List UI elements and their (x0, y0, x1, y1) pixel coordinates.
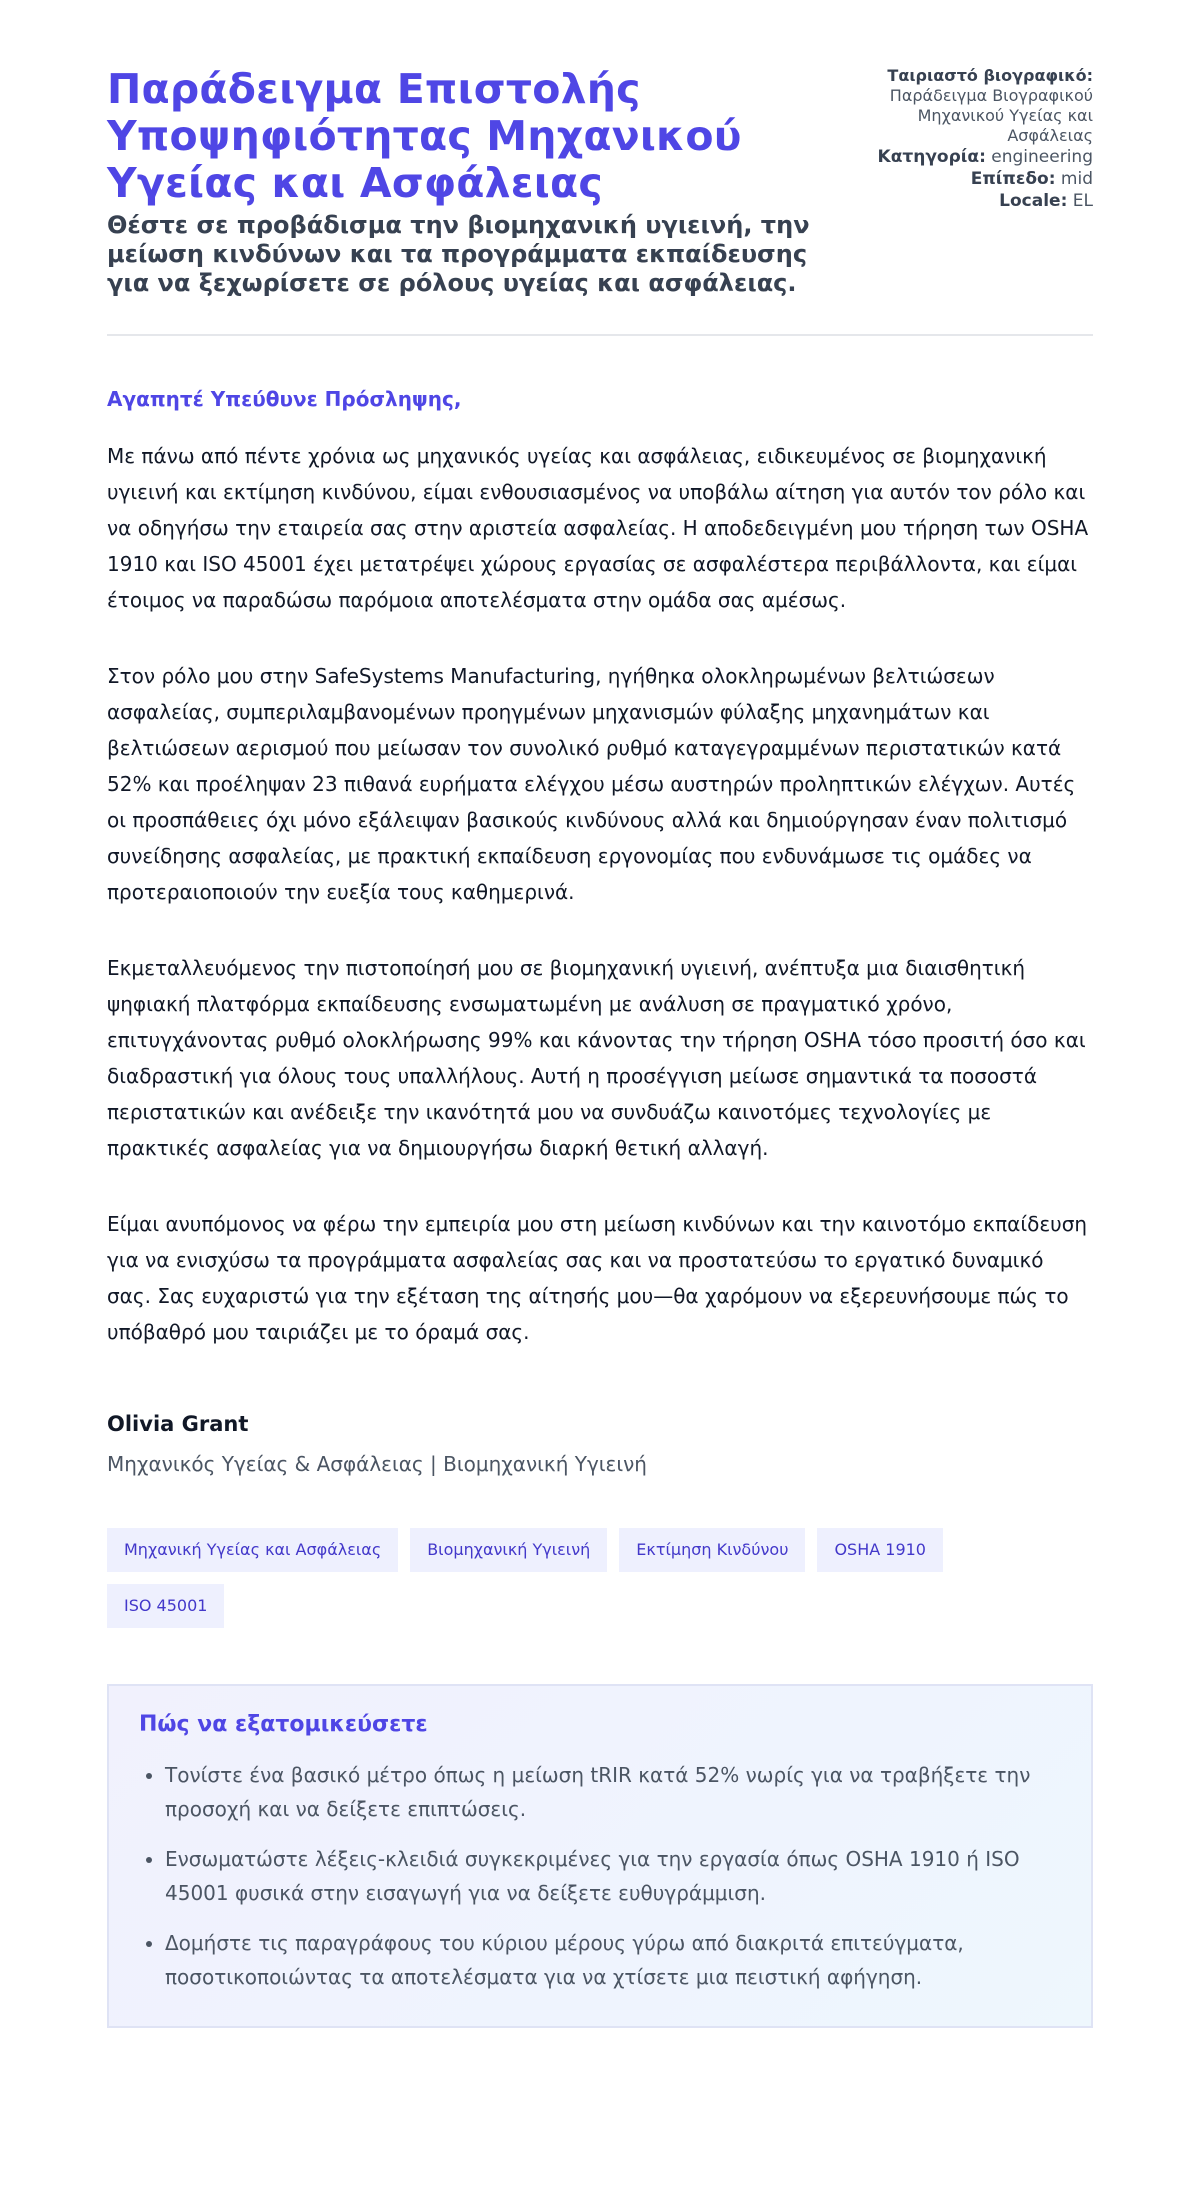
category-line (853, 146, 1093, 168)
signature-name: Olivia Grant (107, 1412, 249, 1436)
keyword-tag: ISO 45001 (107, 1584, 224, 1628)
level-value: mid (1060, 169, 1093, 189)
letter-paragraph-2: Στον ρόλο μου στην SafeSystems Manufacturing, ηγήθηκα ολοκληρωμένων βελτιώσεων ασφαλείας, συμπεριλαμβανομένων προηγμένων μηχανισμών φύλαξης μηχανημάτων και βελτιώσεων αερισμού που μείωσαν τον συνολικό ρυθμό καταγεγραμμένων περιστατικών κατά 52% και προέληψαν 23 πιθανά ευρήματα ελέγχου μέσω αυστηρών προληπτικών ελέγχων. Αυτές οι προσπάθειες όχι μόνο εξάλειψαν βασικούς κινδύνους αλλά και δημιούργησαν έναν πολιτισμό συνείδησης ασφαλείας, με πρακτική εκπαίδευση εργονομίας που ενδυνάμωσε τις ομάδες να προτεραιοποιούν την ευεξία τους καθημερινά. (107, 664, 1076, 904)
locale-value: EL (1072, 191, 1093, 211)
tips-list-item: • Τονίστε ένα βασικό μέτρο όπως η μείωση tRIR κατά 52% νωρίς για να τραβήξετε την προσοχή και να δείξετε επιπτώσεις. (165, 1758, 1061, 1826)
keyword-tag: Εκτίμηση Κινδύνου (619, 1528, 805, 1572)
keyword-tag: OSHA 1910 (817, 1528, 943, 1572)
locale-label: Locale: (999, 191, 1068, 211)
meta-panel (853, 66, 1093, 212)
letter-paragraph-4: Είμαι ανυπόμονος να φέρω την εμπειρία μου στη μείωση κινδύνων και την καινοτόμο εκπαίδευση για να ενισχύσω τα προγράμματα ασφαλείας σας και να προστατεύσω το εργατικό δυναμικό σας. Σας ευχαριστώ για την εξέταση της αίτησής μου—θα χαρόμουν να εξερευνήσουμε πώς το υπόβαθρό μου ταιριάζει με το όραμά σας. (107, 1212, 1088, 1344)
tips-list-item: • Δομήστε τις παραγράφους του κύριου μέρους γύρω από διακριτά επιτεύγματα, ποσοτικοποιώντας τα αποτελέσματα για να χτίσετε μια πειστική αφήγηση. (165, 1926, 1061, 1994)
page-subtitle: Θέστε σε προβάδισμα την βιομηχανική υγιεινή, την μείωση κινδύνων και τα προγράμματα εκπαίδευσης για να ξεχωρίσετε σε ρόλους υγείας και ασφάλειας. (107, 211, 810, 297)
letter-paragraph-1: Με πάνω από πέντε χρόνια ως μηχανικός υγείας και ασφάλειας, ειδικευμένος σε βιομηχανική υγιεινή και εκτίμηση κινδύνου, είμαι ενθουσιασμένος να υποβάλω αίτηση για αυτόν τον ρόλο και να οδηγήσω την εταιρεία σας στην αριστεία ασφαλείας. Η αποδεδειγμένη μου τήρηση των OSHA 1910 και ISO 45001 έχει μετατρέψει χώρους εργασίας σε ασφαλέστερα περιβάλλοντα, και είμαι έτοιμος να παραδώσω παρόμοια αποτελέσματα στην ομάδα σας αμέσως. (107, 444, 1089, 612)
keyword-tag: Μηχανική Υγείας και Ασφάλειας (107, 1528, 398, 1572)
page-title: Παράδειγμα Επιστολής Υποψηφιότητας Μηχανικού Υγείας και Ασφάλειας (107, 65, 742, 207)
page-header (107, 0, 1093, 336)
header-titles (107, 66, 827, 298)
customization-tips-box (107, 1684, 1093, 2028)
resume-link[interactable]: Παράδειγμα Βιογραφικού Μηχανικού Υγείας και Ασφάλειας (889, 86, 1093, 145)
letter-body (107, 386, 1093, 1350)
tips-list (139, 1758, 1061, 1994)
keyword-tags (107, 1528, 1007, 1628)
resume-label: Ταιριαστό βιογραφικό: (887, 66, 1093, 85)
category-value: engineering (991, 147, 1093, 167)
tips-list-item: • Ενσωματώστε λέξεις-κλειδιά συγκεκριμένες για την εργασία όπως OSHA 1910 ή ISO 45001 φυσικά στην εισαγωγή για να δείξετε ευθυγράμμιση. (165, 1842, 1061, 1910)
tips-title: Πώς να εξατομικεύσετε (139, 1712, 428, 1737)
letter-paragraph-3: Εκμεταλλευόμενος την πιστοποίησή μου σε βιομηχανική υγιεινή, ανέπτυξα μια διαισθητική ψηφιακή πλατφόρμα εκπαίδευσης ενσωματωμένη με ανάλυση σε πραγματικό χρόνο, επιτυγχάνοντας ρυθμό ολοκλήρωσης 99% και κάνοντας την τήρηση OSHA τόσο προσιτή όσο και διαδραστική για όλους τους υπαλλήλους. Αυτή η προσέγγιση μείωσε σημαντικά τα ποσοστά περιστατικών και ανέδειξε την ικανότητά μου να συνδυάζω καινοτόμες τεχνολογίες με πρακτικές ασφαλείας για να δημιουργήσω διαρκή θετική αλλαγή. (107, 956, 1086, 1160)
signature-block (107, 1410, 1093, 1478)
signature-role: Μηχανικός Υγείας & Ασφάλειας | Βιομηχανική Υγιεινή (107, 1452, 647, 1476)
locale-line (853, 190, 1093, 212)
level-label: Επίπεδο: (970, 169, 1056, 189)
letter-greeting: Αγαπητέ Υπεύθυνε Πρόσληψης, (107, 387, 462, 411)
category-label: Κατηγορία: (877, 147, 986, 167)
level-line (853, 168, 1093, 190)
keyword-tag: Βιομηχανική Υγιεινή (410, 1528, 607, 1572)
